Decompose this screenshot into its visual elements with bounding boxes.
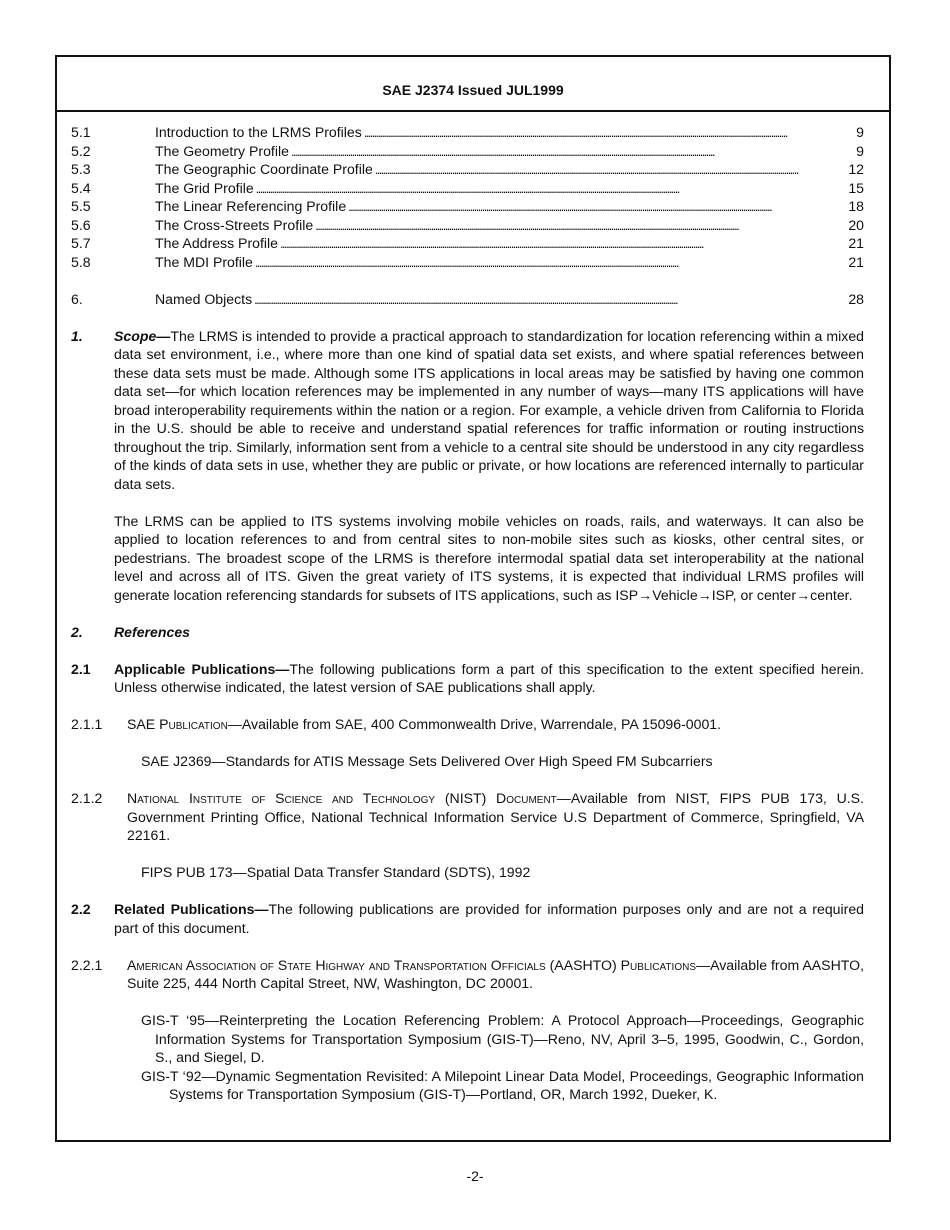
section-label: SAE Publication <box>127 716 228 732</box>
toc-leader <box>348 197 846 217</box>
toc-row[interactable] <box>71 142 864 161</box>
toc-row[interactable] <box>71 123 864 142</box>
table-of-contents <box>71 123 864 308</box>
reference-item: GIS-T ‘92—Dynamic Segmentation Revisited: A Milepoint Linear Data Model, Proceedings, Geographic Information Systems for Transportation Symposium (GIS-T)—Portland, OR, March 1992, Dueker, K. <box>141 1067 864 1102</box>
page-frame <box>55 55 891 1142</box>
toc-page: 12 <box>848 161 864 177</box>
toc-number: 5.1 <box>71 124 91 140</box>
toc-page: 9 <box>856 142 864 159</box>
paragraph-text: —Available from NIST, FIPS PUB 173, U.S. Government Printing Office, National Technical Information Service U.S Department of Commerce, Springfield, VA 22161. <box>127 790 864 843</box>
reference-item: GIS-T ‘95—Reinterpreting the Location Referencing Problem: A Protocol Approach—Proceedings, Geographic Information Systems for Transportation Symposium (GIS-T)—Reno, NV, April 3–5, 1995, Goodwin, C., Gordon, S., and Siegel, D. <box>141 1012 864 1065</box>
toc-title: The Linear Referencing Profile <box>155 198 347 214</box>
reference-item: SAE J2369—Standards for ATIS Message Sets Delivered Over High Speed FM Subcarriers <box>141 753 713 769</box>
toc-number: 5.6 <box>71 216 91 233</box>
toc-page: 21 <box>848 253 864 270</box>
section-number: 2.1.1 <box>71 716 103 732</box>
section-applicable-publications <box>71 660 864 697</box>
toc-row[interactable] <box>71 253 864 272</box>
section-label: American Association of State Highway and Transportation Officials (AASHTO) Publications <box>127 956 696 973</box>
toc-page: 18 <box>848 198 864 214</box>
toc-page: 21 <box>848 235 864 251</box>
paragraph-text: The following publications form a part of this specification to the extent specified herein. Unless otherwise indicated, the latest version of SAE publications shall apply. <box>114 660 864 695</box>
toc-number: 5.4 <box>71 179 91 196</box>
toc-title: The MDI Profile <box>155 253 253 270</box>
paragraph-text: The following publications are provided for information purposes only and are not a required part of this document. <box>114 901 864 936</box>
scope-paragraph-2: The LRMS can be applied to ITS systems involving mobile vehicles on roads, rails, and waterways. It can also be applied to location references to and from central sites to non-mobile sites such as kiosks, other central sites, or pedestrians. The broadest scope of the LRMS is therefore intermodal spatial data set interoperability at the national level and across all of ITS. Given the great variety of ITS systems, it is expected that individual LRMS profiles will generate location referencing standards for subsets of ITS applications, such as ISP→Vehicle→ISP, or center→center. <box>114 512 864 603</box>
section-number: 2. <box>71 623 83 640</box>
toc-leader <box>255 253 846 273</box>
page-number: -2- <box>466 1168 484 1184</box>
section-number: 2.1 <box>71 660 91 677</box>
reference-item: FIPS PUB 173—Spatial Data Transfer Standard (SDTS), 1992 <box>141 864 531 880</box>
toc-page: 9 <box>856 124 864 140</box>
section-number: 1. <box>71 327 83 344</box>
toc-page: 20 <box>848 216 864 233</box>
section-scope <box>71 327 864 494</box>
toc-leader <box>280 234 846 254</box>
section-heading: Applicable Publications— <box>114 660 290 677</box>
section-heading: References <box>114 623 190 640</box>
toc-row[interactable] <box>71 179 864 198</box>
toc-title: The Address Profile <box>155 235 278 251</box>
section-related-publications <box>71 900 864 937</box>
paragraph-text: The LRMS is intended to provide a practical approach to standardization for location referencing within a mixed data set environment, i.e., where more than one kind of spatial data set exists, and where spatial references between these data sets must be made. Although some ITS applications in local areas may be satisfied by having one common data set—for which location references may be implemented in any number of ways—many ITS applications will have broad interoperability requirements within the nation or a region. For example, a vehicle driven from California to Florida in the U.S. should be able to receive and understand spatial references for traffic information or routing instructions throughout the trip. Similarly, information sent from a vehicle to a central site should be understood in any city regardless of the kinds of data sets in use, whether they are public or private, or how locations are referenced internally to particular data sets. <box>114 327 864 492</box>
toc-leader <box>256 179 847 199</box>
section-number: 2.2.1 <box>71 956 103 973</box>
section-nist-document <box>71 789 864 845</box>
section-references <box>71 623 864 642</box>
toc-title: The Grid Profile <box>155 179 254 196</box>
section-sae-publication <box>71 715 864 734</box>
toc-number: 6. <box>71 290 83 307</box>
paragraph-text: —Available from SAE, 400 Commonwealth Drive, Warrendale, PA 15096-0001. <box>227 716 722 732</box>
section-number: 2.1.2 <box>71 790 103 806</box>
toc-title: Introduction to the LRMS Profiles <box>155 124 362 140</box>
toc-number: 5.2 <box>71 142 91 159</box>
section-aashto-publications <box>71 956 864 993</box>
document-header <box>57 57 889 112</box>
toc-page: 28 <box>848 290 864 307</box>
document-body <box>57 112 889 1104</box>
toc-leader <box>291 142 854 162</box>
scope-paragraph-1 <box>114 327 864 494</box>
toc-title: The Cross-Streets Profile <box>155 216 314 233</box>
toc-leader <box>315 216 846 236</box>
toc-title: The Geometry Profile <box>155 142 289 159</box>
toc-leader <box>254 290 846 310</box>
section-number: 2.2 <box>71 901 91 917</box>
toc-page: 15 <box>848 179 864 196</box>
section-heading: Scope— <box>114 327 171 344</box>
toc-number: 5.5 <box>71 198 91 214</box>
toc-row[interactable] <box>71 216 864 235</box>
toc-title: Named Objects <box>155 290 253 307</box>
toc-number: 5.7 <box>71 235 91 251</box>
toc-row[interactable] <box>71 160 864 179</box>
toc-number: 5.3 <box>71 161 91 177</box>
section-heading: Related Publications— <box>114 901 269 917</box>
toc-leader <box>375 160 847 180</box>
toc-title: The Geographic Coordinate Profile <box>155 161 373 177</box>
section-label: National Institute of Science and Technology (NIST) Document <box>127 790 557 806</box>
document-title: SAE J2374 Issued JUL1999 <box>382 81 564 98</box>
toc-row[interactable] <box>71 197 864 216</box>
toc-row[interactable] <box>71 234 864 253</box>
toc-row-named-objects[interactable] <box>71 290 864 309</box>
toc-leader <box>364 123 854 143</box>
paragraph-text: —Available from AASHTO, Suite 225, 444 North Capital Street, NW, Washington, DC 20001. <box>127 956 864 991</box>
toc-number: 5.8 <box>71 253 91 270</box>
